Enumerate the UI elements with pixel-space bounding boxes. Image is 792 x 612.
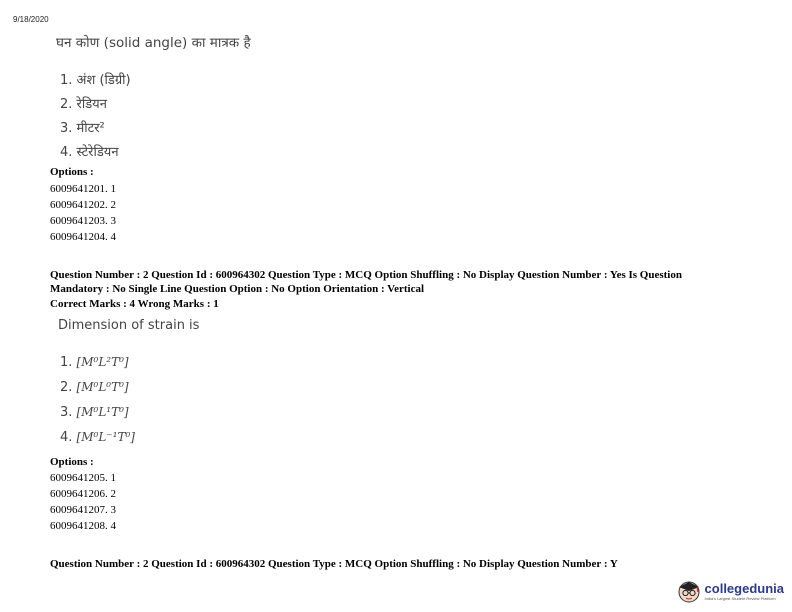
logo-wordmark: collegedunia bbox=[704, 580, 784, 596]
q2-choice-4-formula: [M⁰L⁻¹T⁰] bbox=[76, 430, 135, 444]
q1-option-1: 6009641201. 1 bbox=[50, 183, 116, 195]
q1-choice-2: 2. रेडियन bbox=[60, 97, 107, 112]
q2-choice-1 bbox=[60, 355, 129, 370]
print-date: 9/18/2020 bbox=[13, 15, 49, 24]
q1-option-2: 6009641202. 2 bbox=[50, 199, 116, 211]
student-mascot-icon bbox=[676, 578, 702, 604]
q2-options-label: Options : bbox=[50, 456, 94, 468]
question-2-text: Dimension of strain is bbox=[58, 318, 200, 333]
collegedunia-logo bbox=[676, 578, 784, 604]
q2-choice-1-formula: [M⁰L²T⁰] bbox=[76, 355, 129, 369]
question-1-text: घन कोण (solid angle) का मात्रक है bbox=[56, 35, 251, 51]
q2-choice-2 bbox=[60, 380, 129, 395]
q2-option-1: 6009641205. 1 bbox=[50, 472, 116, 484]
q1-option-3: 6009641203. 3 bbox=[50, 215, 116, 227]
q1-choice-1: 1. अंश (डिग्री) bbox=[60, 73, 131, 88]
q2-choice-4 bbox=[60, 430, 135, 445]
logo-tagline: India's Largest Student Review Platform bbox=[704, 595, 776, 601]
q1-option-4: 6009641204. 4 bbox=[50, 231, 116, 243]
q1-choice-3: 3. मीटर² bbox=[60, 121, 105, 136]
q2-option-3: 6009641207. 3 bbox=[50, 504, 116, 516]
q2-marks: Correct Marks : 4 Wrong Marks : 1 bbox=[50, 298, 219, 310]
q2-meta-line-2: Mandatory : No Single Line Question Option : No Option Orientation : Vertical bbox=[50, 283, 425, 295]
q2-choice-4-num: 4. bbox=[60, 430, 73, 445]
q2-option-4: 6009641208. 4 bbox=[50, 520, 116, 532]
q2-choice-3 bbox=[60, 405, 129, 420]
q1-choice-4: 4. स्टेरेडियन bbox=[60, 145, 119, 160]
q2-choice-2-num: 2. bbox=[60, 380, 73, 395]
q3-meta-line-1: Question Number : 2 Question Id : 600964302 Question Type : MCQ Option Shuffling : No Display Question Number : Y bbox=[50, 558, 618, 570]
q2-meta-line-1: Question Number : 2 Question Id : 600964302 Question Type : MCQ Option Shuffling : No Display Question Number : Yes Is Question bbox=[50, 269, 682, 281]
q2-option-2: 6009641206. 2 bbox=[50, 488, 116, 500]
q2-choice-3-formula: [M⁰L¹T⁰] bbox=[76, 405, 129, 419]
q2-choice-2-formula: [M⁰L⁰T⁰] bbox=[76, 380, 129, 394]
q2-choice-3-num: 3. bbox=[60, 405, 73, 420]
q2-choice-1-num: 1. bbox=[60, 355, 73, 370]
q1-options-label: Options : bbox=[50, 166, 94, 178]
